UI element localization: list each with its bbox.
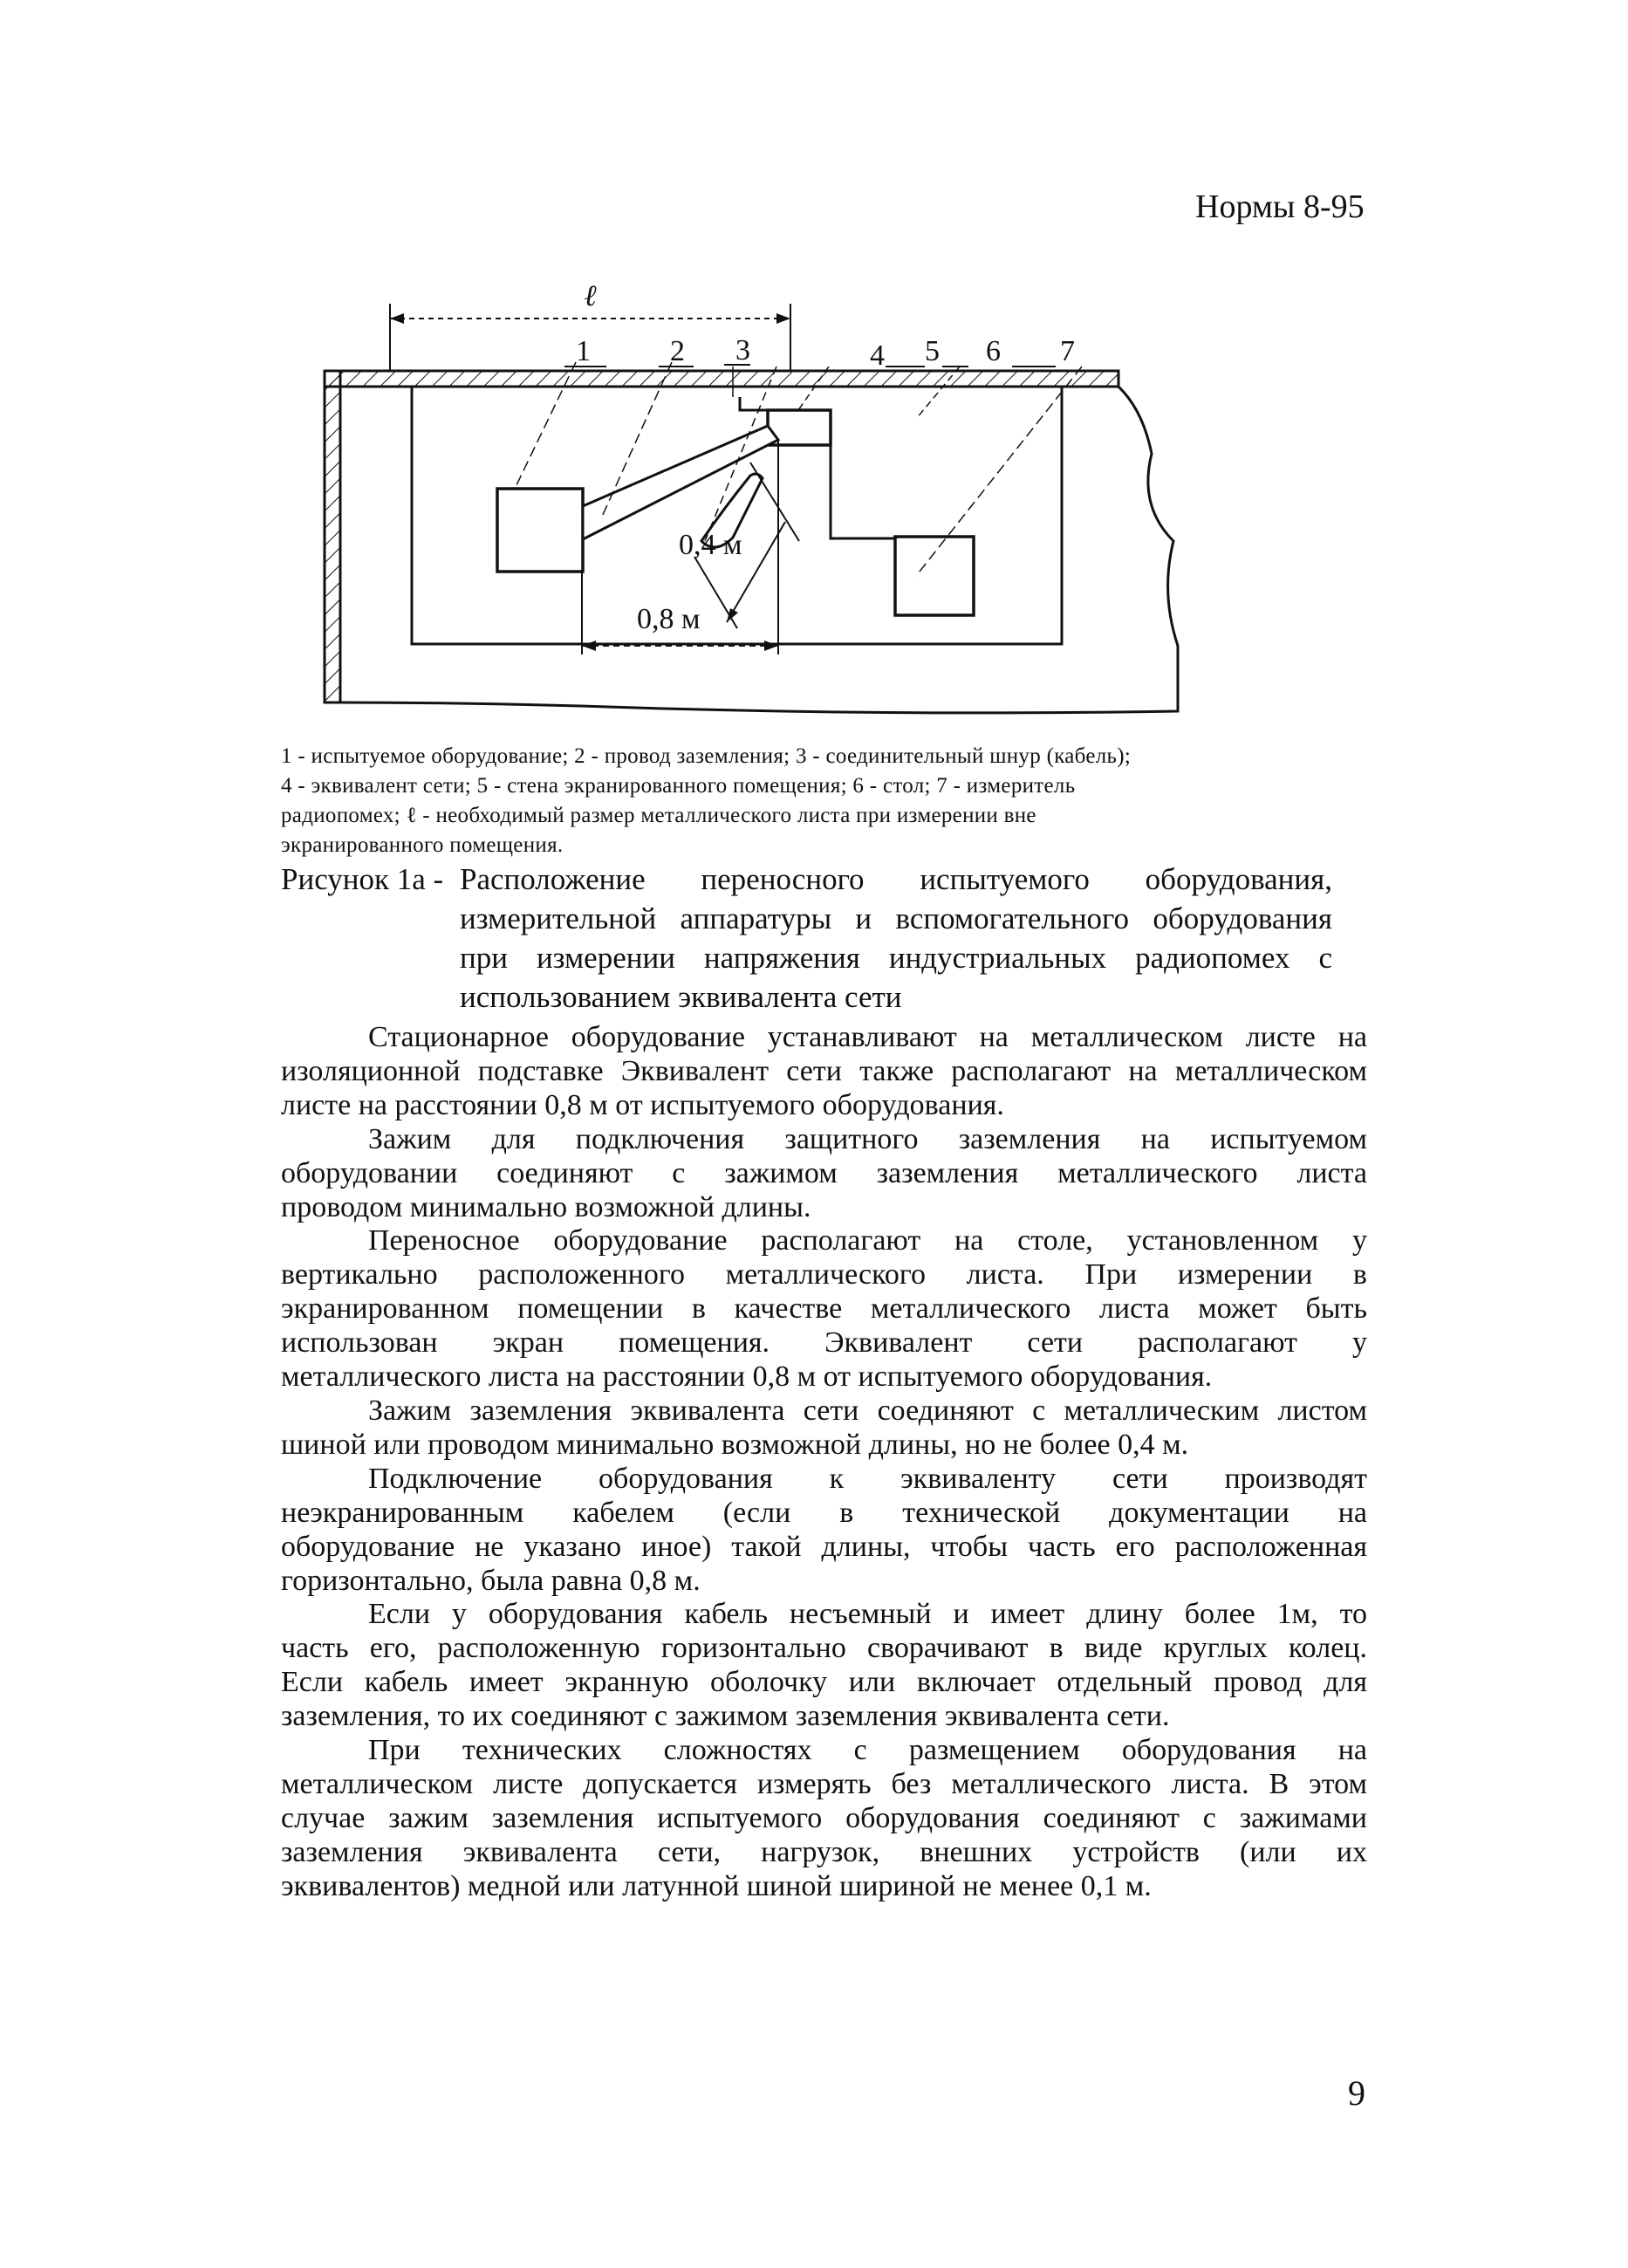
body-line: Подключение оборудования к эквиваленту сети производят [368, 1462, 1367, 1495]
body-line: заземления, то их соединяют с зажимом заземления эквивалента сети. [281, 1700, 1170, 1733]
page-number: 9 [1348, 2073, 1365, 2113]
caption-label: Рисунок 1а - [281, 862, 444, 896]
body-line: оборудовании соединяют с зажимом заземления металлического листа [281, 1156, 1367, 1189]
distance-04-label: 0,4 м [679, 529, 742, 561]
label-1: 1 [576, 335, 591, 367]
legend-line: 1 - испытуемое оборудование; 2 - провод заземления; 3 - соединительный шнур (кабель); [281, 744, 1132, 768]
label-7: 7 [1060, 335, 1075, 367]
body-line: шиной или проводом минимально возможной длины, но не более 0,4 м. [281, 1428, 1189, 1461]
equipment-layout-diagram [314, 279, 1195, 716]
body-line: экранированном помещении в качестве металлического листа может быть [281, 1292, 1367, 1326]
body-line: Если кабель имеет экранную оболочку или включает отдельный провод для [281, 1666, 1367, 1699]
distance-08-label: 0,8 м [637, 603, 701, 635]
body-line: металлического листа на расстоянии 0,8 м от испытуемого оборудования. [281, 1360, 1213, 1394]
body-line: Стационарное оборудование устанавливают на металлическом листе на [368, 1021, 1367, 1053]
label-3: 3 [735, 334, 750, 367]
body-line: горизонтально, была равна 0,8 м. [281, 1564, 701, 1597]
body-line: вертикально расположенного металлического листа. При измерении в [281, 1258, 1367, 1292]
label-6: 6 [986, 335, 1001, 367]
body-line: листе на расстоянии 0,8 м от испытуемого оборудования. [281, 1088, 1004, 1121]
caption-line: Расположение переносного испытуемого оборудования, [460, 862, 1332, 896]
label-5: 5 [925, 335, 940, 367]
dimension-l-label: ℓ [585, 280, 598, 312]
body-line: Если у оборудования кабель несъемный и имеет длину более 1м, то [368, 1598, 1367, 1631]
body-line: заземления эквивалента сети, нагрузок, внешних устройств (или их [281, 1835, 1367, 1868]
legend-line: радиопомех; ℓ - необходимый размер металлического листа при измерении вне [281, 804, 1036, 827]
body-line: проводом минимально возможной длины. [281, 1190, 811, 1223]
body-line: случае зажим заземления испытуемого оборудования соединяют с зажимами [281, 1801, 1367, 1834]
body-text [281, 1021, 1367, 1904]
body-line: оборудование не указано иное) такой длины, чтобы часть его расположенная [281, 1530, 1367, 1563]
body-line: При технических сложностях с размещением оборудования на [368, 1734, 1367, 1767]
caption-line: использованием эквивалента сети [460, 980, 902, 1014]
body-line: эквивалентов) медной или латунной шиной шириной не менее 0,1 м. [281, 1869, 1152, 1902]
body-line: неэкранированным кабелем (если в технической документации на [281, 1496, 1367, 1529]
body-line: Зажим для подключения защитного заземления на испытуемом [368, 1122, 1367, 1155]
label-2: 2 [670, 335, 685, 367]
label-4: 4 [870, 339, 885, 372]
legend-line: экранированного помещения. [281, 833, 564, 857]
page-header: Нормы 8-95 [1195, 188, 1365, 225]
body-line: Переносное оборудование располагают на столе, установленном у [368, 1224, 1367, 1257]
body-line: Зажим заземления эквивалента сети соединяют с металлическим листом [368, 1394, 1367, 1427]
body-line: изоляционной подставке Эквивалент сети также располагают на металлическом [281, 1054, 1367, 1087]
caption-line: измерительной аппаратуры и вспомогательного оборудования [460, 901, 1332, 935]
figure-legend [281, 742, 1332, 860]
body-line: металлическом листе допускается измерять без металлического листа. В этом [281, 1767, 1367, 1800]
caption-line: при измерении напряжения индустриальных радиопомех с [460, 941, 1332, 975]
body-line: использован экран помещения. Эквивалент сети располагают у [281, 1326, 1367, 1360]
body-line: часть его, расположенную горизонтально сворачивают в виде круглых колец. [281, 1632, 1367, 1665]
legend-line: 4 - эквивалент сети; 5 - стена экранированного помещения; 6 - стол; 7 - измеритель [281, 774, 1076, 798]
